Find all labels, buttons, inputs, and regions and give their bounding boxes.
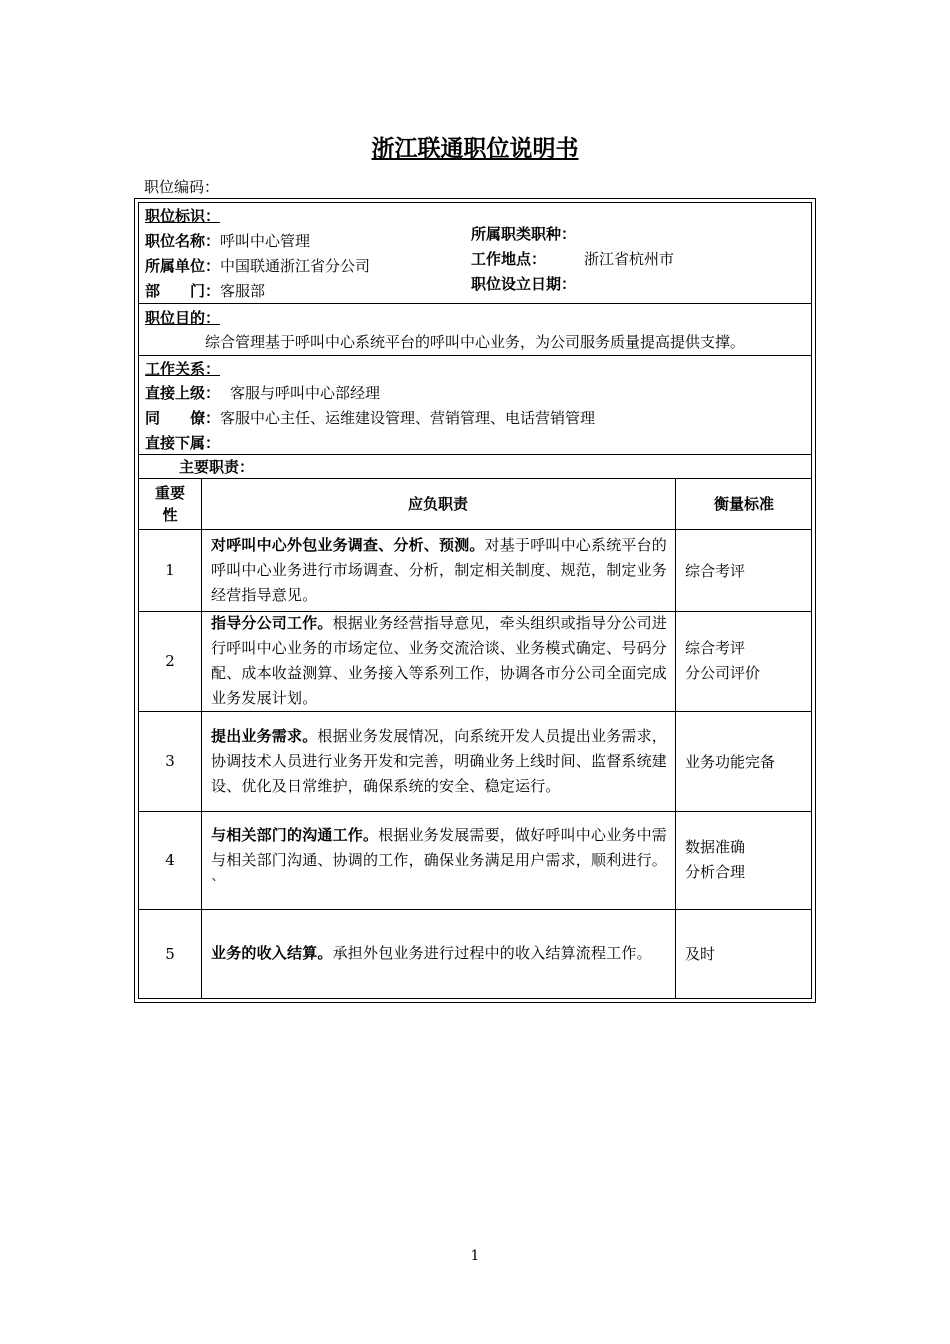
row-5-duty-text: 承担外包业务进行过程中的收入结算流程工作。 <box>332 944 652 962</box>
department-row <box>145 280 265 301</box>
divider <box>139 355 811 356</box>
header-importance: 重要 性 <box>154 483 185 524</box>
row-1-duty <box>211 529 667 611</box>
duties-section-title: 主要职责： <box>179 458 255 476</box>
row-4-duty-title: 与相关部门的沟通工作。 <box>211 825 379 844</box>
peer-label: 同 僚： <box>145 409 221 427</box>
row-1-duty-title: 对呼叫中心外包业务调查、分析、预测。 <box>211 535 485 554</box>
department-value: 客服部 <box>220 282 266 300</box>
row-5-duty <box>211 909 667 998</box>
job-description-table <box>134 198 816 1003</box>
row-2-importance: 2 <box>165 652 175 670</box>
divider <box>139 303 811 304</box>
page-number: 1 <box>470 1248 480 1264</box>
row-4-importance: 4 <box>165 851 175 869</box>
header-duty: 应负职责 <box>407 495 468 513</box>
row-2-duty-title: 指导分公司工作。 <box>211 614 333 632</box>
unit-label: 所属单位： <box>145 257 221 275</box>
row-2-standard: 综合考评 分公司评价 <box>685 639 761 682</box>
row-1-duty-text: 对基于呼叫中心系统平台的呼叫中心业务进行市场调查、分析，制定相关制度、规范，制定业务经营指导意见。 <box>211 535 668 604</box>
row-4-duty <box>211 811 667 909</box>
row-3-standard: 业务功能完备 <box>685 752 776 771</box>
purpose-text: 综合管理基于呼叫中心系统平台的呼叫中心业务，为公司服务质量提高提供支撑。 <box>205 333 746 351</box>
row-4-duty-text: 根据业务发展需要，做好呼叫中心业务中需与相关部门沟通、协调的工作，确保业务满足用户需求，顺利进行。` <box>211 825 668 894</box>
row-4-standard: 数据准确 分析合理 <box>685 838 746 881</box>
column-divider <box>675 478 676 998</box>
location-row <box>471 248 674 269</box>
setup-date-label: 职位设立日期： <box>471 275 577 293</box>
table-inner-frame <box>138 202 812 999</box>
row-3-duty-title: 提出业务需求。 <box>211 726 318 745</box>
superior-value: 客服与呼叫中心部经理 <box>230 384 381 402</box>
header-standard: 衡量标准 <box>713 495 774 513</box>
relations-section-title: 工作关系： <box>145 360 221 378</box>
row-3-duty-text: 根据业务发展情况，向系统开发人员提出业务需求，协调技术人员进行业务开发和完善，明确业务上线时间、监督系统建设、优化及日常维护，确保系统的安全、稳定运行。 <box>211 726 668 795</box>
position-name-row <box>145 230 310 251</box>
peer-row <box>145 407 595 428</box>
unit-row <box>145 255 370 276</box>
category-label: 所属职类职种： <box>471 225 577 243</box>
divider <box>139 454 811 455</box>
identity-section-title: 职位标识： <box>145 207 221 225</box>
row-1-standard: 综合考评 <box>685 561 746 580</box>
unit-value: 中国联通浙江省分公司 <box>220 257 371 275</box>
location-label: 工作地点： <box>471 250 547 268</box>
superior-row <box>145 382 380 403</box>
row-2-duty <box>211 611 667 711</box>
row-3-importance: 3 <box>165 752 175 770</box>
row-5-duty-title: 业务的收入结算。 <box>211 944 333 962</box>
superior-label: 直接上级： <box>145 384 221 402</box>
position-code-label: 职位编码： <box>144 178 220 196</box>
location-value: 浙江省杭州市 <box>584 250 675 268</box>
position-name-value: 呼叫中心管理 <box>220 232 311 250</box>
department-label: 部 门： <box>145 282 221 300</box>
row-2-duty-text: 根据业务经营指导意见，牵头组织或指导分公司进行呼叫中心业务的市场定位、业务交流洽谈、业务模式确定、号码分配、成本收益测算、业务接入等系列工作，协调各市分公司全面完成业务发展计划。 <box>211 614 668 707</box>
row-5-importance: 5 <box>165 944 175 963</box>
row-5-standard: 及时 <box>685 945 716 963</box>
peer-value: 客服中心主任、运维建设管理、营销管理、电话营销管理 <box>220 409 596 427</box>
position-name-label: 职位名称： <box>145 232 221 250</box>
column-divider <box>201 478 202 998</box>
row-3-duty <box>211 711 667 811</box>
page-title: 浙江联通职位说明书 <box>371 136 579 162</box>
purpose-section-title: 职位目的： <box>145 309 221 327</box>
subordinate-label: 直接下属： <box>145 434 221 452</box>
row-1-importance: 1 <box>165 561 175 579</box>
